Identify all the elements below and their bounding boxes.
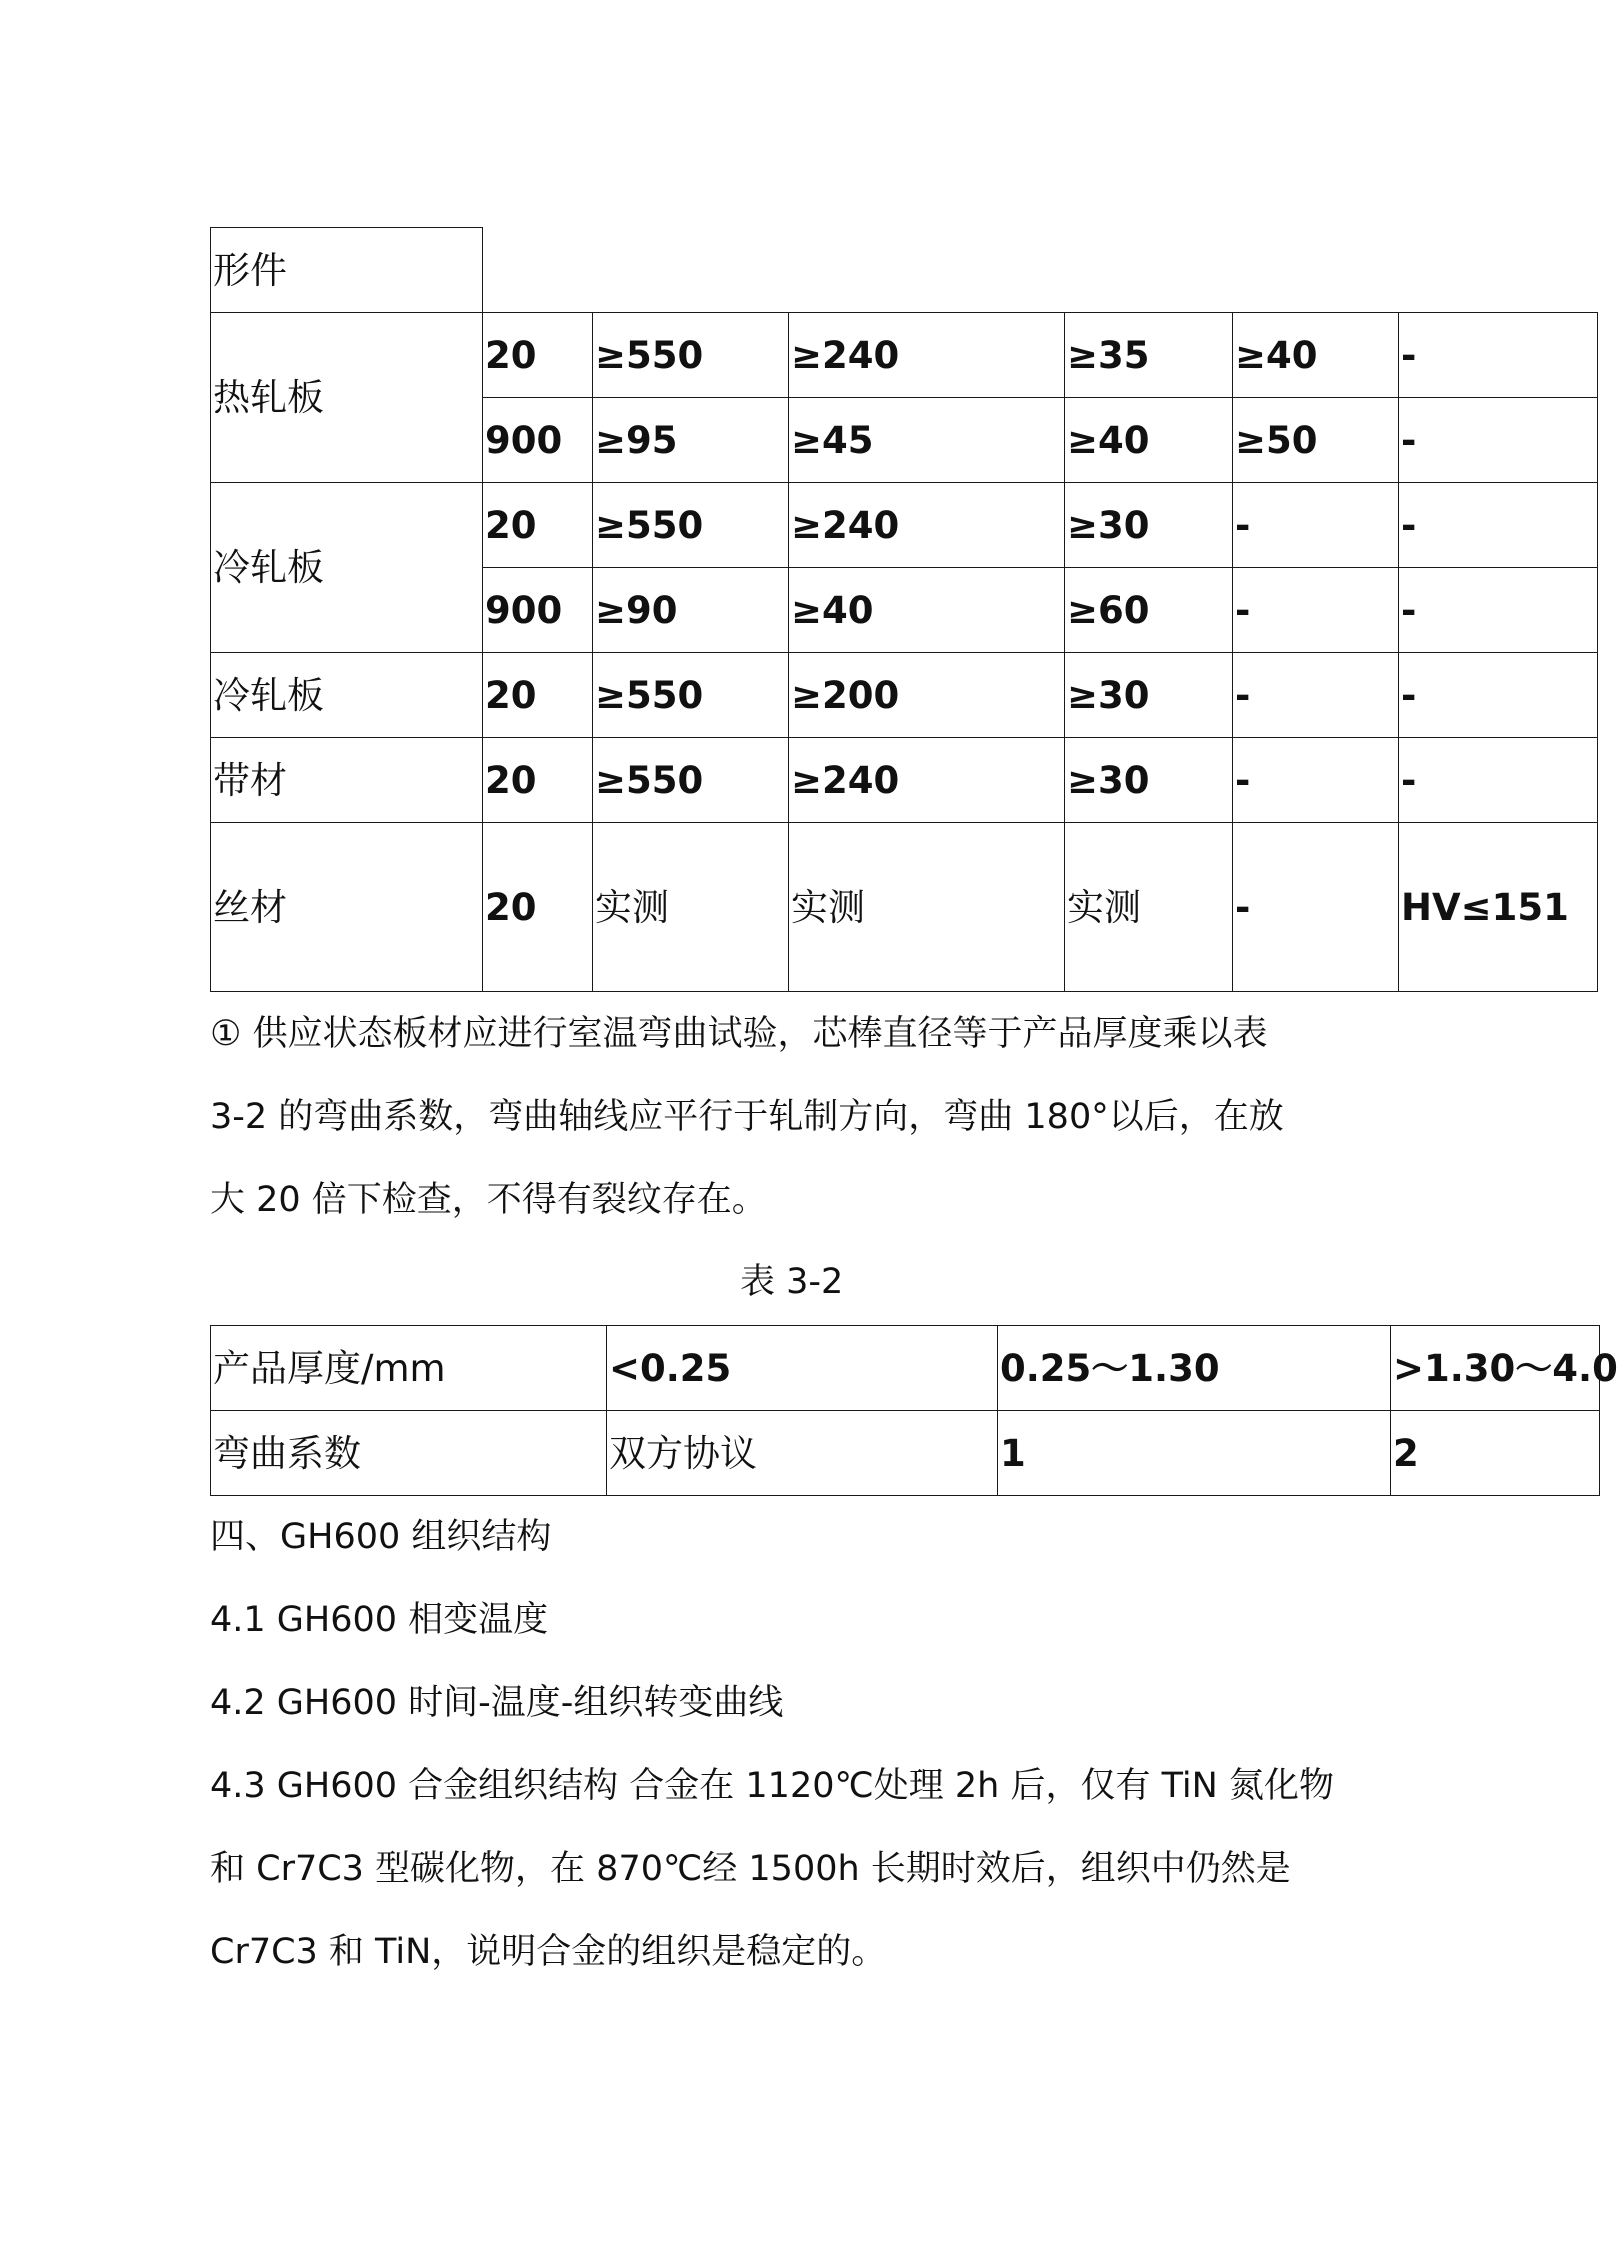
table-cell: 20	[482, 652, 593, 738]
table-caption: 表 3-2	[740, 1262, 844, 1302]
table-cell: ≥240	[788, 312, 1065, 398]
table-cell: ≥240	[788, 737, 1065, 823]
table-cell: -	[1398, 312, 1598, 398]
table-cell: ≥550	[592, 652, 789, 738]
note-line-2: 3-2 的弯曲系数，弯曲轴线应平行于轧制方向，弯曲 180°以后，在放	[210, 1097, 1284, 1137]
row-label-text: 丝材	[213, 885, 287, 929]
table-cell: -	[1398, 737, 1598, 823]
table-cell: 1	[997, 1410, 1391, 1496]
table-cell: 20	[482, 737, 593, 823]
table-cell: 20	[482, 312, 593, 398]
section-heading: 四、GH600 组织结构	[210, 1517, 552, 1557]
table-header-cell: >1.30～4.0	[1390, 1325, 1600, 1411]
table-cell: ≥40	[1232, 312, 1399, 398]
table-cell: -	[1398, 567, 1598, 653]
table-cell: -	[1398, 652, 1598, 738]
table-cell: 900	[482, 567, 593, 653]
table-cell: ≥550	[592, 312, 789, 398]
table-cell: ≥90	[592, 567, 789, 653]
row-label-strip	[210, 737, 483, 823]
table-cell: -	[1398, 482, 1598, 568]
table-cell: 20	[482, 822, 593, 992]
table-cell: ≥40	[1064, 397, 1233, 483]
table-cell: -	[1232, 652, 1399, 738]
table-cell: ≥30	[1064, 652, 1233, 738]
table-cell: 实测	[592, 822, 789, 992]
table-cell: -	[1398, 397, 1598, 483]
row-label-hot-rolled	[210, 312, 483, 483]
table-cell: 双方协议	[606, 1410, 998, 1496]
table-header-cell: 产品厚度/mm	[210, 1325, 607, 1411]
table-cell: ≥200	[788, 652, 1065, 738]
table-cell: 实测	[788, 822, 1065, 992]
table-cell: -	[1232, 822, 1399, 992]
table-cell: ≥50	[1232, 397, 1399, 483]
row-label-cold-rolled	[210, 482, 483, 653]
row-label-text: 冷轧板	[213, 546, 324, 589]
table-cell: ≥45	[788, 397, 1065, 483]
table-cell: ≥240	[788, 482, 1065, 568]
subsection-4-3-line-3: Cr7C3 和 TiN，说明合金的组织是稳定的。	[210, 1932, 887, 1972]
header-label: 形件	[213, 248, 287, 292]
row-label-text: 热轧板	[213, 376, 324, 419]
row-label-cold-rolled-2	[210, 652, 483, 738]
table-cell: ≥40	[788, 567, 1065, 653]
table-cell: 实测	[1064, 822, 1233, 992]
table-cell: ≥30	[1064, 737, 1233, 823]
subsection-4-3-line-2: 和 Cr7C3 型碳化物，在 870℃经 1500h 长期时效后，组织中仍然是	[210, 1849, 1291, 1889]
table-cell: ≥550	[592, 482, 789, 568]
table-cell: ≥35	[1064, 312, 1233, 398]
table-header-cell	[210, 227, 483, 313]
row-label-wire	[210, 822, 483, 992]
subsection-4-3-line-1: 4.3 GH600 合金组织结构 合金在 1120℃处理 2h 后，仅有 TiN 氮化物	[210, 1766, 1334, 1806]
table-cell: 20	[482, 482, 593, 568]
subsection-4-2: 4.2 GH600 时间-温度-组织转变曲线	[210, 1683, 784, 1723]
table-header-cell: 0.25～1.30	[997, 1325, 1391, 1411]
table-cell: HV≤151	[1398, 822, 1598, 992]
row-label-text: 冷轧板	[213, 673, 324, 717]
table-cell: -	[1232, 482, 1399, 568]
table-cell: 2	[1390, 1410, 1600, 1496]
table-cell: ≥95	[592, 397, 789, 483]
row-label-text: 带材	[213, 758, 287, 802]
table-header-cell: <0.25	[606, 1325, 998, 1411]
subsection-4-1: 4.1 GH600 相变温度	[210, 1600, 549, 1640]
note-line-3: 大 20 倍下检查，不得有裂纹存在。	[210, 1180, 767, 1220]
table-cell: -	[1232, 567, 1399, 653]
table-cell: 弯曲系数	[210, 1410, 607, 1496]
note-line-1: ① 供应状态板材应进行室温弯曲试验，芯棒直径等于产品厚度乘以表	[210, 1014, 1268, 1054]
table-cell: ≥30	[1064, 482, 1233, 568]
table-cell: ≥550	[592, 737, 789, 823]
table-cell: 900	[482, 397, 593, 483]
table-cell: -	[1232, 737, 1399, 823]
table-cell: ≥60	[1064, 567, 1233, 653]
